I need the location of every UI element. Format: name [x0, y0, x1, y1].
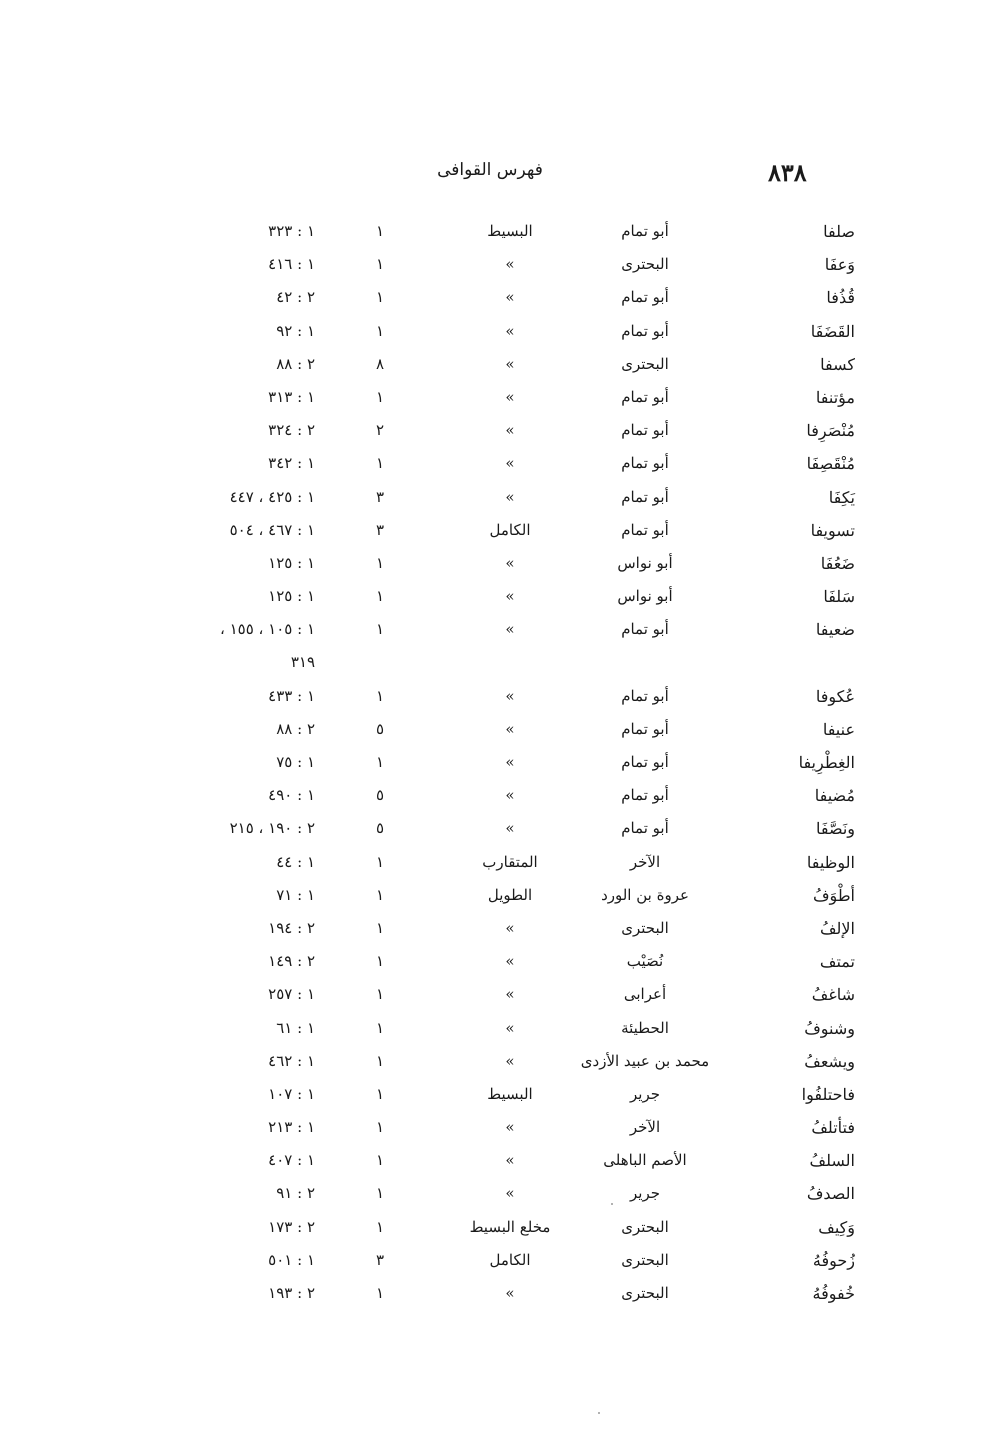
index-row: [0, 1046, 1005, 1079]
verse-count: ١: [375, 686, 385, 705]
verse-count: ١: [375, 321, 385, 340]
volume-page-ref: ٢ : ١٧٣: [268, 1217, 315, 1236]
poet-name: البحترى: [621, 1217, 669, 1236]
volume-page-ref: ١ : ١٢٥: [268, 553, 315, 572]
rhyme-word: ونَصَّفَا: [815, 819, 855, 839]
rhyme-word: أطْوَفُ: [812, 885, 855, 905]
rhyme-word: مُنْقَصِفَا: [806, 454, 855, 474]
volume-page-ref: ٢ : ١٩٣: [268, 1284, 315, 1302]
volume-page-ref: ٣١٩: [290, 653, 315, 672]
meter-name: الطويل: [487, 885, 533, 904]
page-title: فهرس القوافى: [437, 160, 543, 180]
meter-name: »: [505, 321, 515, 340]
meter-name: »: [505, 288, 515, 307]
verse-count: ٥: [375, 719, 385, 738]
index-row: [0, 1245, 1005, 1278]
poet-name: الآخر: [629, 852, 661, 871]
verse-count: ١: [375, 1084, 385, 1103]
poet-name: الآخر: [629, 1118, 661, 1137]
index-row: [0, 1145, 1005, 1178]
meter-name: »: [505, 1018, 515, 1037]
verse-count: ٣: [375, 1250, 385, 1269]
meter-name: »: [505, 1151, 515, 1170]
volume-page-ref: ١ : ٩٢: [276, 321, 315, 340]
poet-name: عروة بن الورد: [601, 885, 689, 904]
volume-page-ref: ١ : ٤٠٧: [268, 1151, 315, 1170]
rhyme-word: فاحتلفُوا: [801, 1084, 855, 1104]
rhyme-word: تمتف: [819, 952, 855, 972]
rhyme-word: الوظيفا: [806, 852, 855, 872]
verse-count: ٥: [375, 819, 385, 838]
verse-count: ١: [375, 454, 385, 473]
rhyme-word: سَلفَا: [823, 587, 855, 607]
volume-page-ref: ٢ : ٨٨: [276, 354, 315, 373]
meter-name: »: [505, 454, 515, 473]
volume-page-ref: ١ : ٤٦٢: [268, 1051, 315, 1070]
meter-name: مخلع البسيط: [469, 1217, 551, 1236]
volume-page-ref: ١ : ٤٩٠: [268, 786, 315, 805]
meter-name: »: [505, 255, 515, 274]
rhyme-word: كسفا: [820, 354, 855, 374]
verse-count: ١: [375, 553, 385, 572]
rhyme-word: الإلفُ: [819, 918, 855, 938]
meter-name: »: [505, 1284, 515, 1302]
poet-name: أبو تمام: [621, 753, 669, 771]
volume-page-ref: ١ : ٤٦٧ ، ٥٠٤: [229, 520, 315, 539]
poet-name: الأصم الباهلى: [603, 1151, 687, 1170]
page-number: ٨٣٨: [768, 158, 807, 187]
verse-count: ٣: [375, 520, 385, 539]
index-row: [0, 1212, 1005, 1245]
rhyme-word: الغِطْرِيفا: [798, 753, 855, 772]
verse-count: ٥: [375, 786, 385, 805]
rhyme-word: صلفا: [823, 222, 855, 241]
meter-name: »: [505, 753, 515, 771]
rhyme-word: خُفوفُهُ: [812, 1284, 855, 1303]
poet-name: محمد بن عبيد الأزدى: [580, 1051, 710, 1070]
index-row: [0, 780, 1005, 813]
index-row: [0, 448, 1005, 481]
rhyme-word: السلفُ: [809, 1151, 855, 1171]
volume-page-ref: ١ : ٥٠١: [268, 1250, 315, 1269]
verse-count: ١: [375, 1018, 385, 1037]
verse-count: ٨: [375, 354, 385, 373]
index-row: [0, 747, 1005, 780]
poet-name: أبو تمام: [621, 222, 669, 240]
volume-page-ref: ١ : ٦١: [276, 1018, 315, 1037]
scan-speck: [598, 1412, 600, 1414]
rhyme-word: مُضيفا: [814, 786, 855, 806]
poet-name: أبو تمام: [621, 819, 669, 838]
index-row: [0, 316, 1005, 349]
poet-name: أبو تمام: [621, 321, 669, 340]
volume-page-ref: ٢ : ٤٢: [276, 288, 315, 307]
index-row: [0, 847, 1005, 880]
rhyme-word: يَكِفَا: [828, 487, 855, 507]
meter-name: الكامل: [489, 520, 531, 539]
poet-name: أبو تمام: [621, 454, 669, 473]
rhyme-word: ضعيفا: [815, 620, 855, 640]
meter-name: »: [505, 421, 515, 440]
volume-page-ref: ١ : ١٠٧: [268, 1084, 315, 1103]
meter-name: »: [505, 786, 515, 805]
verse-count: ١: [375, 1151, 385, 1170]
meter-name: »: [505, 387, 515, 406]
verse-count: ١: [375, 255, 385, 274]
poet-name: البحترى: [621, 1284, 669, 1302]
index-row: [0, 946, 1005, 979]
poet-name: الحطيئة: [621, 1018, 669, 1037]
index-row: [0, 614, 1005, 647]
index-row: [0, 515, 1005, 548]
poet-name: جرير: [630, 1084, 660, 1103]
index-row: [0, 249, 1005, 282]
poet-name: أبو تمام: [621, 719, 669, 738]
volume-page-ref: ١ : ٧٥: [276, 753, 315, 771]
meter-name: »: [505, 719, 515, 738]
index-row: [0, 482, 1005, 515]
verse-count: ١: [375, 852, 385, 871]
poet-name: البحترى: [621, 918, 669, 937]
rhyme-word: القَضَفَا: [810, 321, 855, 341]
poet-name: أبو نواس: [617, 553, 673, 572]
meter-name: »: [505, 354, 515, 373]
volume-page-ref: ٢ : ١٩٤: [268, 918, 315, 937]
verse-count: ٢: [375, 421, 385, 440]
index-row: [0, 1278, 1005, 1311]
index-row: [0, 216, 1005, 249]
index-row: [0, 913, 1005, 946]
poet-name: جرير: [630, 1184, 660, 1203]
rhyme-index-table: [0, 216, 1005, 1311]
poet-name: أبو تمام: [621, 421, 669, 440]
meter-name: المتقارب: [482, 852, 538, 871]
volume-page-ref: ٢ : ١٩٠ ، ٢١٥: [229, 819, 315, 838]
poet-name: أبو تمام: [621, 686, 669, 705]
rhyme-word: مُنْصَرِفا: [806, 421, 855, 441]
index-row: [0, 548, 1005, 581]
rhyme-word: تسويفا: [810, 520, 855, 540]
verse-count: ١: [375, 1051, 385, 1070]
rhyme-word: عُكوفا: [815, 686, 855, 706]
volume-page-ref: ٢ : ٨٨: [276, 719, 315, 738]
verse-count: ١: [375, 918, 385, 937]
poet-name: نُصَيْب: [626, 952, 664, 971]
rhyme-word: زُحوفُهُ: [812, 1250, 855, 1270]
rhyme-word: شاغفُ: [811, 985, 855, 1005]
index-row: [0, 647, 1005, 680]
meter-name: البسيط: [487, 1084, 533, 1103]
poet-name: البحترى: [621, 354, 669, 373]
scan-speck: [611, 1203, 613, 1205]
volume-page-ref: ٢ : ٩١: [276, 1184, 315, 1203]
verse-count: ١: [375, 222, 385, 240]
verse-count: ١: [375, 1118, 385, 1137]
poet-name: البحترى: [621, 255, 669, 274]
verse-count: ١: [375, 885, 385, 904]
volume-page-ref: ١ : ٤٣٣: [268, 686, 315, 705]
rhyme-word: ضَعُفَا: [820, 553, 855, 573]
verse-count: ١: [375, 952, 385, 971]
meter-name: »: [505, 1184, 515, 1203]
volume-page-ref: ١ : ٤٢٥ ، ٤٤٧: [229, 487, 315, 506]
poet-name: أبو تمام: [621, 487, 669, 506]
index-row: [0, 880, 1005, 913]
index-row: [0, 1112, 1005, 1145]
index-row: [0, 581, 1005, 614]
volume-page-ref: ١ : ٣٢٣: [268, 222, 315, 240]
verse-count: ١: [375, 620, 385, 639]
verse-count: ١: [375, 587, 385, 606]
meter-name: »: [505, 620, 515, 639]
volume-page-ref: ١ : ٣٤٢: [268, 454, 315, 473]
index-row: [0, 1013, 1005, 1046]
index-row: [0, 415, 1005, 448]
poet-name: البحترى: [621, 1250, 669, 1269]
volume-page-ref: ١ : ٤٤: [276, 852, 315, 871]
poet-name: أبو تمام: [621, 520, 669, 539]
poet-name: أبو تمام: [621, 786, 669, 805]
index-row: [0, 1178, 1005, 1211]
index-row: [0, 979, 1005, 1012]
poet-name: أبو تمام: [621, 288, 669, 307]
volume-page-ref: ١ : ٣١٣: [268, 387, 315, 406]
verse-count: ١: [375, 753, 385, 771]
poet-name: أبو نواس: [617, 587, 673, 606]
verse-count: ١: [375, 1217, 385, 1236]
meter-name: »: [505, 587, 515, 606]
meter-name: »: [505, 1118, 515, 1137]
index-row: [0, 1079, 1005, 1112]
volume-page-ref: ١ : ٧١: [276, 885, 315, 904]
meter-name: البسيط: [487, 222, 533, 240]
index-row: [0, 714, 1005, 747]
poet-name: أعرابى: [623, 985, 667, 1004]
rhyme-word: وَكِيف: [818, 1217, 855, 1237]
verse-count: ٣: [375, 487, 385, 506]
meter-name: »: [505, 487, 515, 506]
volume-page-ref: ١ : ٢٥٧: [268, 985, 315, 1004]
rhyme-word: قُذُفا: [826, 288, 855, 308]
meter-name: »: [505, 1051, 515, 1070]
rhyme-word: ويشعفُ: [804, 1051, 855, 1071]
meter-name: الكامل: [489, 1250, 531, 1269]
meter-name: »: [505, 553, 515, 572]
meter-name: »: [505, 819, 515, 838]
rhyme-word: فتأتلفُ: [811, 1118, 855, 1138]
rhyme-word: الصدفُ: [806, 1184, 855, 1204]
rhyme-word: مؤتنفا: [815, 387, 855, 407]
volume-page-ref: ١ : ٤١٦: [268, 255, 315, 274]
poet-name: أبو تمام: [621, 387, 669, 406]
volume-page-ref: ٢ : ٣٢٤: [268, 421, 315, 440]
verse-count: ١: [375, 985, 385, 1004]
verse-count: ١: [375, 387, 385, 406]
meter-name: »: [505, 952, 515, 971]
index-row: [0, 382, 1005, 415]
index-row: [0, 349, 1005, 382]
rhyme-word: وشنوفُ: [804, 1018, 855, 1038]
meter-name: »: [505, 918, 515, 937]
index-row: [0, 681, 1005, 714]
volume-page-ref: ١ : ١٠٥ ، ١٥٥ ،: [220, 620, 315, 639]
index-row: [0, 282, 1005, 315]
index-row: [0, 813, 1005, 846]
meter-name: »: [505, 686, 515, 705]
volume-page-ref: ١ : ٢١٣: [268, 1118, 315, 1137]
verse-count: ١: [375, 288, 385, 307]
rhyme-word: عنيفا: [822, 719, 855, 739]
verse-count: ١: [375, 1184, 385, 1203]
rhyme-word: وَعفَا: [824, 255, 855, 275]
verse-count: ١: [375, 1284, 385, 1302]
poet-name: أبو تمام: [621, 620, 669, 639]
volume-page-ref: ١ : ١٢٥: [268, 587, 315, 606]
meter-name: »: [505, 985, 515, 1004]
volume-page-ref: ٢ : ١٤٩: [268, 952, 315, 971]
